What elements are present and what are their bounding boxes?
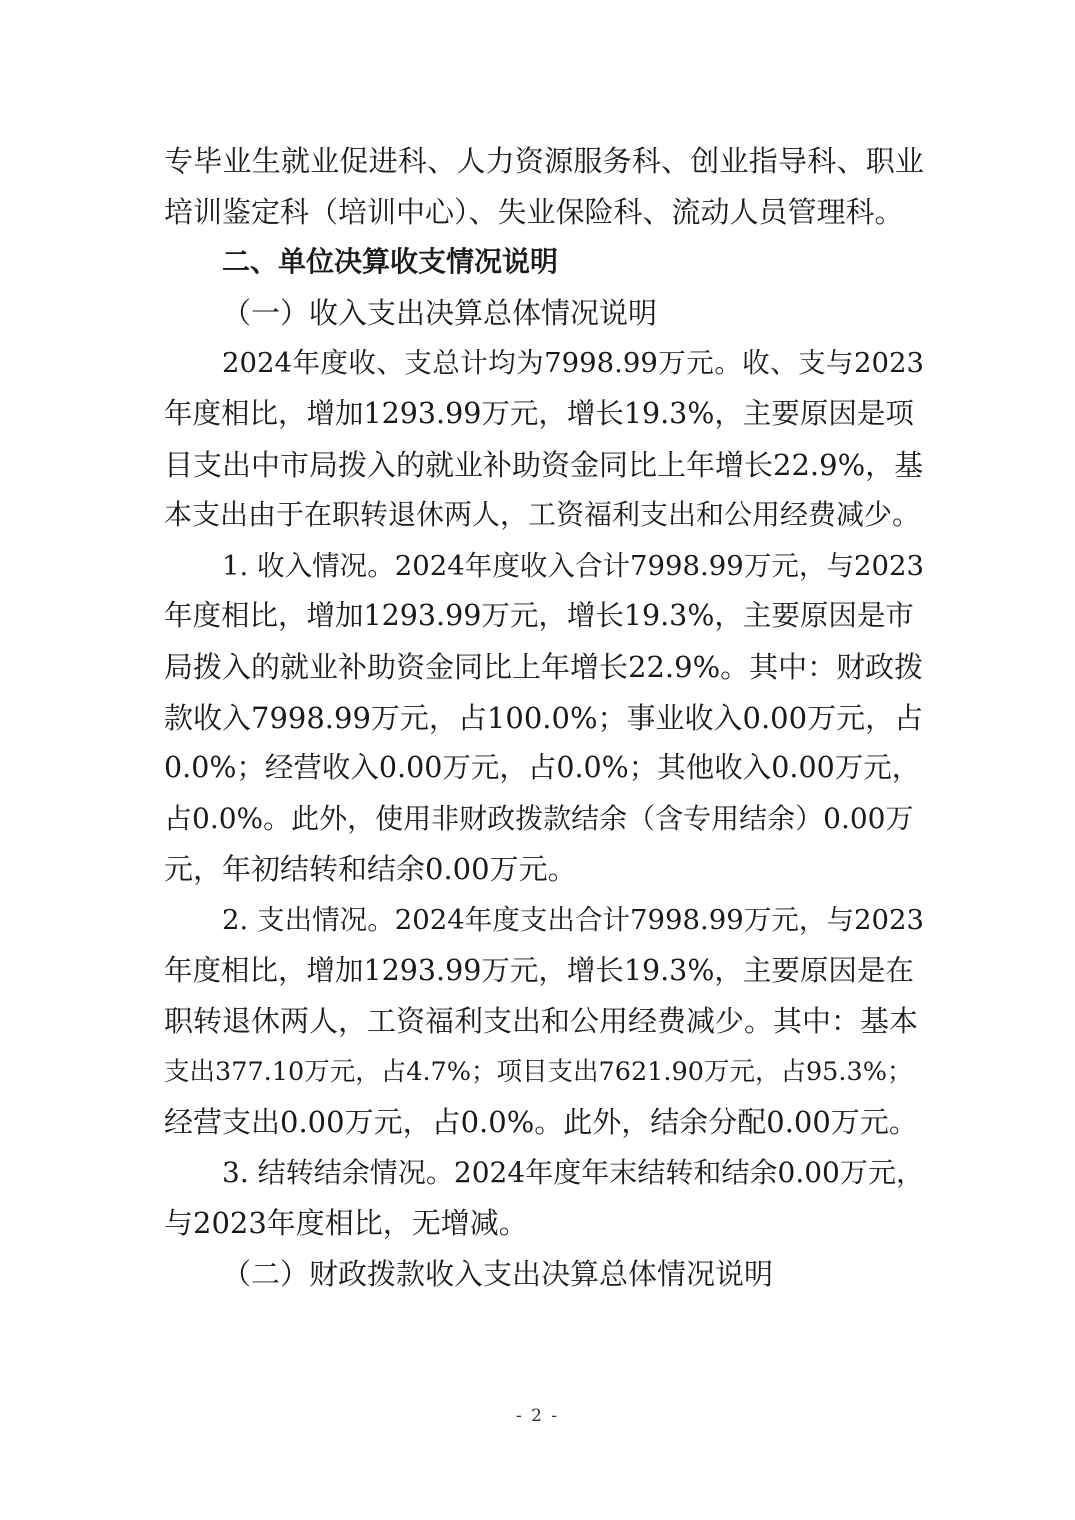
paragraph-line: 与2023年度相比，无增减。 — [164, 1206, 528, 1241]
paragraph-line: 本支出由于在职转退休两人，工资福利支出和公用经费减少。 — [164, 498, 921, 532]
paragraph-line: 1. 收入情况。2024年度收入合计7998.99万元，与2023 — [222, 549, 924, 582]
paragraph-line: 职转退休两人，工资福利支出和公用经费减少。其中：基本 — [164, 1004, 919, 1039]
paragraph-line: 3. 结转结余情况。2024年度年末结转和结余0.00万元， — [222, 1155, 924, 1189]
paragraph-line: 培训鉴定科（培训中心）、失业保险科、流动人员管理科。 — [164, 194, 904, 229]
paragraph-line: 目支出中市局拨入的就业补助资金同比上年增长22.9%，基 — [164, 447, 924, 482]
paragraph-line: 2024年度收、支总计均为7998.99万元。收、支与2023 — [222, 347, 924, 380]
body-text — [164, 136, 924, 1300]
section-heading: 二、单位决算收支情况说明 — [222, 245, 559, 279]
subsection-heading: （一）收入支出决算总体情况说明 — [222, 295, 658, 330]
subsection-heading: （二）财政拨款收入支出决算总体情况说明 — [222, 1257, 774, 1292]
paragraph-line: 0.0%；经营收入0.00万元，占0.0%；其他收入0.00万元， — [164, 751, 921, 785]
paragraph-line: 经营支出0.00万元，占0.0%。此外，结余分配0.00万元。 — [164, 1105, 918, 1140]
paragraph-line: 年度相比，增加1293.99万元，增长19.3%，主要原因是项 — [164, 396, 914, 430]
paragraph-line: 专毕业生就业促进科、人力资源服务科、创业指导科、职业 — [164, 144, 924, 178]
paragraph-line: 局拨入的就业补助资金同比上年增长22.9%。其中：财政拨 — [164, 649, 924, 684]
paragraph-line: 元，年初结转和结余0.00万元。 — [164, 852, 577, 887]
paragraph-line: 年度相比，增加1293.99万元，增长19.3%，主要原因是在 — [164, 953, 914, 987]
paragraph-line: 2. 支出情况。2024年度支出合计7998.99万元，与2023 — [222, 903, 924, 936]
paragraph-line: 年度相比，增加1293.99万元，增长19.3%，主要原因是市 — [164, 599, 914, 633]
paragraph-line: 占0.0%。此外，使用非财政拨款结余（含专用结余）0.00万 — [164, 801, 914, 835]
paragraph-line: 支出377.10万元，占4.7%；项目支出7621.90万元，占95.3%； — [164, 1056, 913, 1087]
paragraph-line: 款收入7998.99万元，占100.0%；事业收入0.00万元，占 — [164, 700, 924, 735]
page-number: - 2 - — [515, 1406, 560, 1426]
